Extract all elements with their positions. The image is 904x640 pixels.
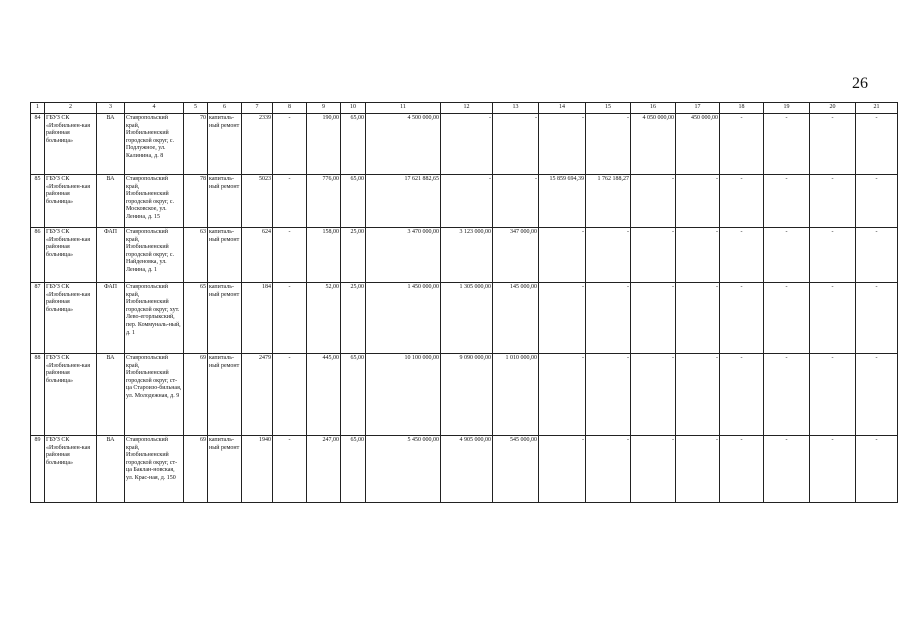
address: Ставропольский край, Изобильненский городской округ, с. Найденовка, ул. Ленина, д. 1	[125, 228, 184, 283]
cell-col8: -	[273, 283, 307, 354]
cell-col19: -	[764, 228, 810, 283]
cell-col20: -	[810, 175, 856, 228]
cell-col16: -	[631, 283, 676, 354]
cell-col9: 52,00	[307, 283, 341, 354]
facility-type: ВА	[97, 354, 125, 436]
cell-col9: 158,00	[307, 228, 341, 283]
row-number: 88	[31, 354, 45, 436]
cell-col15: -	[586, 436, 631, 503]
work-type: капиталь-ный ремонт	[208, 436, 242, 503]
column-header: 13	[493, 103, 539, 114]
cell-col13: 347 000,00	[493, 228, 539, 283]
address: Ставропольский край, Изобильненский городской округ, ст-ца Староизо-бильная, ул. Молодежная, д. 9	[125, 354, 184, 436]
cell-col15: -	[586, 283, 631, 354]
cell-col12: 1 305 000,00	[441, 283, 493, 354]
cell-col19: -	[764, 436, 810, 503]
cell-col12: 4 905 000,00	[441, 436, 493, 503]
cell-col19: -	[764, 114, 810, 175]
cell-col8: -	[273, 228, 307, 283]
cell-col21: -	[856, 228, 898, 283]
cell-col18: -	[720, 436, 764, 503]
column-header: 11	[366, 103, 441, 114]
row-number: 84	[31, 114, 45, 175]
cell-col8: -	[273, 354, 307, 436]
work-type: капиталь-ный ремонт	[208, 228, 242, 283]
cell-col11: 1 450 000,00	[366, 283, 441, 354]
table-row	[31, 354, 898, 436]
cell-col7: 5023	[242, 175, 273, 228]
institution-name: ГБУЗ СК «Изобильнен-кая районная больница»	[45, 354, 97, 436]
cell-col11: 4 500 000,00	[366, 114, 441, 175]
institution-name: ГБУЗ СК «Изобильнен-кая районная больница»	[45, 228, 97, 283]
cell-col18: -	[720, 114, 764, 175]
cell-col9: 776,00	[307, 175, 341, 228]
cell-col12: 3 123 000,00	[441, 228, 493, 283]
cell-col8: -	[273, 175, 307, 228]
cell-col21: -	[856, 114, 898, 175]
column-header: 19	[764, 103, 810, 114]
cell-col21: -	[856, 436, 898, 503]
column-header: 6	[208, 103, 242, 114]
cell-col12: -	[441, 114, 493, 175]
cell-col7: 2479	[242, 354, 273, 436]
column-header: 12	[441, 103, 493, 114]
address: Ставропольский край, Изобильненский городской округ, с. Московское, ул. Ленина, д. 15	[125, 175, 184, 228]
cell-col9: 190,00	[307, 114, 341, 175]
column-header: 15	[586, 103, 631, 114]
cell-col13: 1 010 000,00	[493, 354, 539, 436]
cell-col8: -	[273, 436, 307, 503]
cell-col5: 69	[184, 354, 208, 436]
column-header: 5	[184, 103, 208, 114]
column-header: 9	[307, 103, 341, 114]
column-header: 16	[631, 103, 676, 114]
cell-col14: 15 859 694,39	[539, 175, 586, 228]
facility-type: ФАП	[97, 283, 125, 354]
column-header: 7	[242, 103, 273, 114]
cell-col18: -	[720, 175, 764, 228]
cell-col20: -	[810, 354, 856, 436]
cell-col9: 247,00	[307, 436, 341, 503]
cell-col14: -	[539, 283, 586, 354]
address: Ставропольский край, Изобильненский городской округ, хут. Лево-егорлыкский, пер. Коммуналь-ный, д. 1	[125, 283, 184, 354]
cell-col8: -	[273, 114, 307, 175]
cell-col7: 2339	[242, 114, 273, 175]
cell-col5: 65	[184, 283, 208, 354]
cell-col10: 25,00	[341, 228, 366, 283]
column-header: 3	[97, 103, 125, 114]
cell-col20: -	[810, 283, 856, 354]
cell-col5: 63	[184, 228, 208, 283]
facility-type: ВА	[97, 114, 125, 175]
cell-col7: 184	[242, 283, 273, 354]
cell-col12: 9 090 000,00	[441, 354, 493, 436]
cell-col15: -	[586, 228, 631, 283]
column-number-row	[31, 103, 898, 114]
work-type: капиталь-ный ремонт	[208, 354, 242, 436]
facility-type: ВА	[97, 436, 125, 503]
data-table	[30, 102, 898, 503]
cell-col19: -	[764, 175, 810, 228]
cell-col9: 445,00	[307, 354, 341, 436]
facility-type: ФАП	[97, 228, 125, 283]
cell-col20: -	[810, 114, 856, 175]
column-header: 4	[125, 103, 184, 114]
cell-col14: -	[539, 114, 586, 175]
cell-col18: -	[720, 283, 764, 354]
cell-col16: -	[631, 228, 676, 283]
cell-col17: -	[676, 228, 720, 283]
row-number: 87	[31, 283, 45, 354]
cell-col18: -	[720, 228, 764, 283]
row-number: 89	[31, 436, 45, 503]
cell-col11: 3 470 000,00	[366, 228, 441, 283]
cell-col13: 145 000,00	[493, 283, 539, 354]
cell-col17: 450 000,00	[676, 114, 720, 175]
cell-col15: 1 762 188,27	[586, 175, 631, 228]
table-row	[31, 114, 898, 175]
row-number: 86	[31, 228, 45, 283]
column-header: 14	[539, 103, 586, 114]
cell-col19: -	[764, 354, 810, 436]
column-header: 8	[273, 103, 307, 114]
cell-col7: 1940	[242, 436, 273, 503]
column-header: 10	[341, 103, 366, 114]
cell-col15: -	[586, 354, 631, 436]
cell-col17: -	[676, 354, 720, 436]
cell-col10: 65,00	[341, 436, 366, 503]
cell-col10: 65,00	[341, 354, 366, 436]
column-header: 2	[45, 103, 97, 114]
cell-col16: -	[631, 175, 676, 228]
address: Ставропольский край, Изобильненский городской округ, ст-ца Баклан-новская, ул. Крас-ная, д. 150	[125, 436, 184, 503]
cell-col5: 70	[184, 114, 208, 175]
cell-col13: -	[493, 175, 539, 228]
cell-col10: 65,00	[341, 175, 366, 228]
table-row	[31, 436, 898, 503]
cell-col10: 25,00	[341, 283, 366, 354]
cell-col19: -	[764, 283, 810, 354]
institution-name: ГБУЗ СК «Изобильнен-кая районная больница»	[45, 283, 97, 354]
column-header: 18	[720, 103, 764, 114]
cell-col14: -	[539, 436, 586, 503]
institution-name: ГБУЗ СК «Изобильнен-кая районная больница»	[45, 436, 97, 503]
cell-col10: 65,00	[341, 114, 366, 175]
column-header: 1	[31, 103, 45, 114]
table-row	[31, 228, 898, 283]
column-header: 21	[856, 103, 898, 114]
cell-col21: -	[856, 354, 898, 436]
cell-col5: 69	[184, 436, 208, 503]
work-type: капиталь-ный ремонт	[208, 283, 242, 354]
cell-col16: -	[631, 436, 676, 503]
work-type: капиталь-ный ремонт	[208, 175, 242, 228]
cell-col17: -	[676, 175, 720, 228]
cell-col16: -	[631, 354, 676, 436]
cell-col11: 10 100 000,00	[366, 354, 441, 436]
page-number: 26	[852, 75, 868, 92]
cell-col21: -	[856, 283, 898, 354]
column-header: 20	[810, 103, 856, 114]
cell-col16: 4 050 000,00	[631, 114, 676, 175]
row-number: 85	[31, 175, 45, 228]
column-header: 17	[676, 103, 720, 114]
facility-type: ВА	[97, 175, 125, 228]
cell-col18: -	[720, 354, 764, 436]
cell-col7: 624	[242, 228, 273, 283]
work-type: капиталь-ный ремонт	[208, 114, 242, 175]
table-body	[31, 103, 898, 503]
table-row	[31, 175, 898, 228]
cell-col20: -	[810, 436, 856, 503]
cell-col14: -	[539, 354, 586, 436]
cell-col14: -	[539, 228, 586, 283]
cell-col17: -	[676, 283, 720, 354]
cell-col11: 5 450 000,00	[366, 436, 441, 503]
cell-col13: 545 000,00	[493, 436, 539, 503]
cell-col15: -	[586, 114, 631, 175]
institution-name: ГБУЗ СК «Изобильнен-кая районная больница»	[45, 175, 97, 228]
cell-col12: -	[441, 175, 493, 228]
cell-col11: 17 621 882,65	[366, 175, 441, 228]
address: Ставропольский край, Изобильненский городской округ, с. Подлужное, ул. Калинина, д. 8	[125, 114, 184, 175]
table-row	[31, 283, 898, 354]
cell-col17: -	[676, 436, 720, 503]
institution-name: ГБУЗ СК «Изобильнен-кая районная больница»	[45, 114, 97, 175]
cell-col5: 78	[184, 175, 208, 228]
cell-col20: -	[810, 228, 856, 283]
cell-col21: -	[856, 175, 898, 228]
cell-col13: -	[493, 114, 539, 175]
